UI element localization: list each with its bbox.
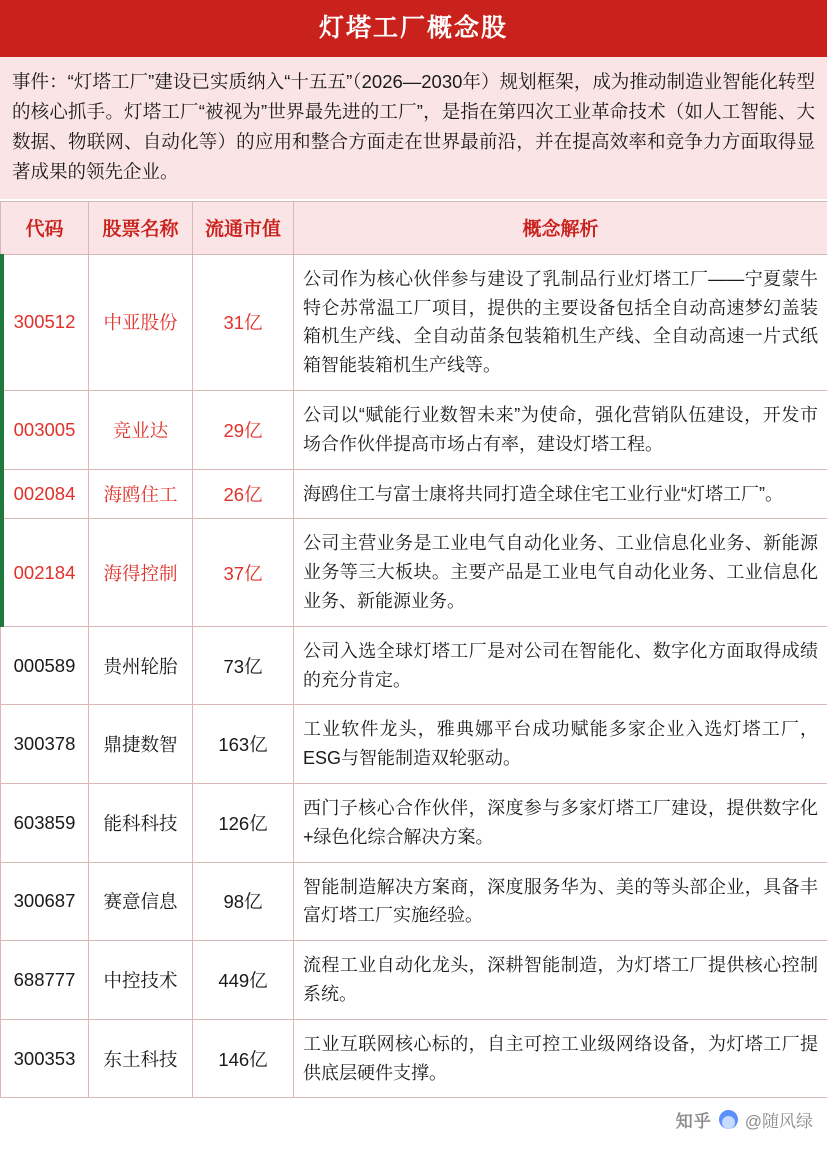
- cell-name: 东土科技: [89, 1019, 193, 1098]
- watermark-footer: [0, 1098, 827, 1140]
- cell-analysis: 工业互联网核心标的，自主可控工业级网络设备，为灯塔工厂提供底层硬件支撑。: [294, 1019, 827, 1098]
- cell-name: 海鸥住工: [89, 469, 193, 519]
- cell-code: 300378: [1, 705, 89, 784]
- column-header-market-cap: 流通市值: [193, 201, 294, 254]
- table-row: [1, 784, 827, 863]
- cell-market-cap: 449亿: [193, 941, 294, 1020]
- cell-analysis: 西门子核心合作伙伴，深度参与多家灯塔工厂建设，提供数字化+绿色化综合解决方案。: [294, 784, 827, 863]
- cell-analysis: 公司入选全球灯塔工厂是对公司在智能化、数字化方面取得成绩的充分肯定。: [294, 626, 827, 705]
- table-row: [1, 469, 827, 519]
- cell-market-cap: 29亿: [193, 391, 294, 470]
- table-row: [1, 705, 827, 784]
- avatar: [719, 1110, 738, 1129]
- stock-table: [0, 201, 827, 1099]
- cell-analysis: 公司以“赋能行业数智未来”为使命，强化营销队伍建设，开发市场合作伙伴提高市场占有率，建设灯塔工程。: [294, 391, 827, 470]
- cell-code: 003005: [1, 391, 89, 470]
- zhihu-logo: 知乎: [675, 1111, 712, 1131]
- cell-name: 中亚股份: [89, 254, 193, 390]
- table-row: [1, 254, 827, 390]
- cell-market-cap: 163亿: [193, 705, 294, 784]
- column-header-analysis: 概念解析: [294, 201, 827, 254]
- cell-analysis: 工业软件龙头，雅典娜平台成功赋能多家企业入选灯塔工厂，ESG与智能制造双轮驱动。: [294, 705, 827, 784]
- cell-code: 688777: [1, 941, 89, 1020]
- page-title: 灯塔工厂概念股: [0, 0, 827, 57]
- cell-analysis: 流程工业自动化龙头，深耕智能制造，为灯塔工厂提供核心控制系统。: [294, 941, 827, 1020]
- cell-market-cap: 73亿: [193, 626, 294, 705]
- event-summary: 事件：“灯塔工厂”建设已实质纳入“十五五”（2026—2030年）规划框架，成为推动制造业智能化转型的核心抓手。灯塔工厂“被视为”世界最先进的工厂”，是指在第四次工业革命技术（如人工智能、大数据、物联网、自动化等）的应用和整合方面走在世界最前沿，并在提高效率和竞争力方面取得显著成果的领先企业。: [0, 57, 827, 201]
- table-row: [1, 626, 827, 705]
- column-header-code: 代码: [1, 201, 89, 254]
- cell-name: 能科科技: [89, 784, 193, 863]
- table-header-row: [1, 201, 827, 254]
- cell-market-cap: 146亿: [193, 1019, 294, 1098]
- table-row: [1, 862, 827, 941]
- cell-code: 300687: [1, 862, 89, 941]
- table-row: [1, 519, 827, 626]
- cell-code: 300353: [1, 1019, 89, 1098]
- column-header-name: 股票名称: [89, 201, 193, 254]
- cell-market-cap: 98亿: [193, 862, 294, 941]
- cell-code: 000589: [1, 626, 89, 705]
- cell-market-cap: 31亿: [193, 254, 294, 390]
- cell-market-cap: 26亿: [193, 469, 294, 519]
- cell-name: 海得控制: [89, 519, 193, 626]
- cell-analysis: 智能制造解决方案商，深度服务华为、美的等头部企业，具备丰富灯塔工厂实施经验。: [294, 862, 827, 941]
- cell-analysis: 公司作为核心伙伴参与建设了乳制品行业灯塔工厂——宁夏蒙牛特仑苏常温工厂项目，提供的主要设备包括全自动高速梦幻盖装箱机生产线、全自动苗条包装箱机生产线、全自动高速一片式纸箱智能装箱机生产线等。: [294, 254, 827, 390]
- cell-name: 鼎捷数智: [89, 705, 193, 784]
- cell-name: 中控技术: [89, 941, 193, 1020]
- cell-name: 贵州轮胎: [89, 626, 193, 705]
- cell-analysis: 海鸥住工与富士康将共同打造全球住宅工业行业“灯塔工厂”。: [294, 469, 827, 519]
- cell-name: 竞业达: [89, 391, 193, 470]
- cell-market-cap: 126亿: [193, 784, 294, 863]
- author-name: @随风绿: [744, 1111, 813, 1131]
- cell-analysis: 公司主营业务是工业电气自动化业务、工业信息化业务、新能源业务等三大板块。主要产品是工业电气自动化业务、工业信息化业务、新能源业务。: [294, 519, 827, 626]
- cell-code: 603859: [1, 784, 89, 863]
- cell-name: 赛意信息: [89, 862, 193, 941]
- cell-market-cap: 37亿: [193, 519, 294, 626]
- table-row: [1, 1019, 827, 1098]
- table-row: [1, 391, 827, 470]
- cell-code: 300512: [1, 254, 89, 390]
- table-row: [1, 941, 827, 1020]
- cell-code: 002184: [1, 519, 89, 626]
- cell-code: 002084: [1, 469, 89, 519]
